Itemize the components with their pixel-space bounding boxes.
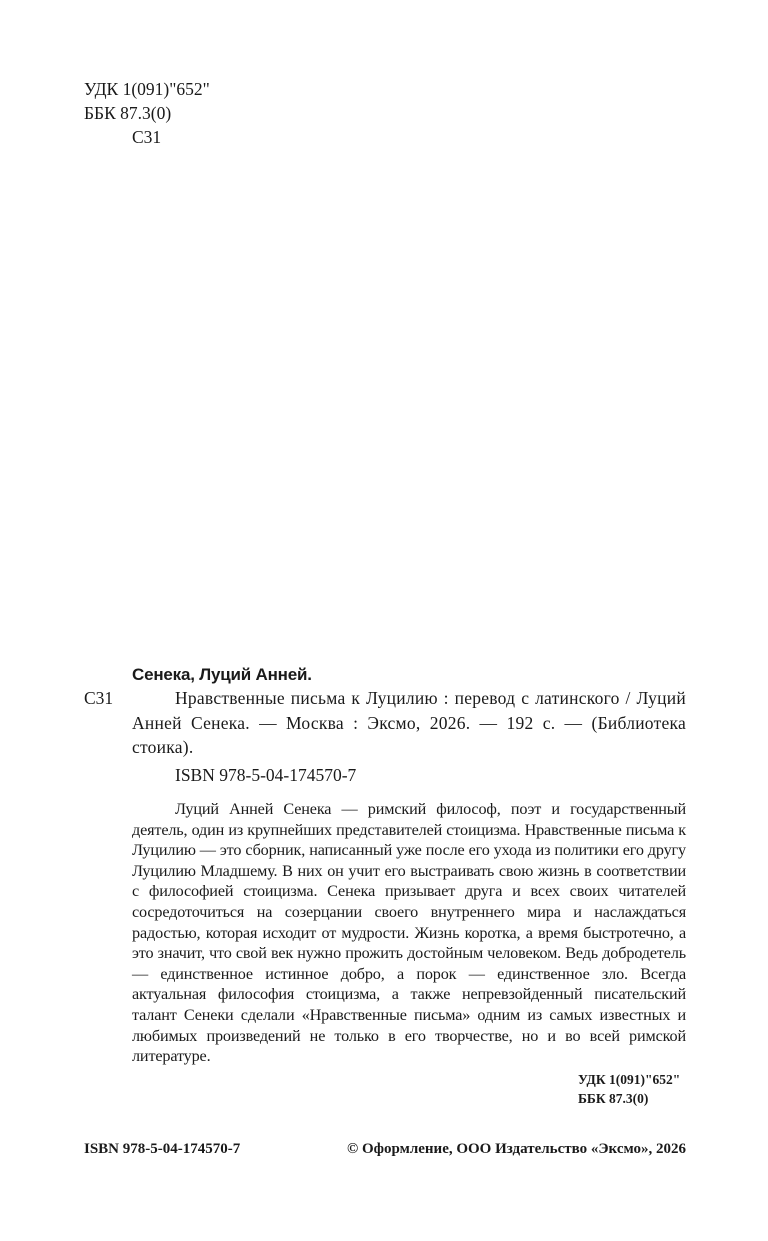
catalog-isbn: ISBN 978-5-04-174570-7 — [175, 765, 357, 785]
bibliographic-entry: Нравственные письма к Луцилию : перевод с латинского / Луций Анней Сенека. — Москва : Эксмо, 2026. — 192 с. — (Библиотека стоика). — [132, 688, 686, 757]
bbk-code: ББК 87.3(0) — [84, 103, 172, 123]
udk-code-small: УДК 1(091)"652" — [578, 1072, 681, 1087]
annotation-paragraph: Луций Анней Сенека — римский философ, поэт и государственный деятель, один из крупнейших представителей стоицизма. Нравственные письма к Луцилию — это сборник, написанный уже после его ухода из политики его другу Луцилию Младшему. В них он учит его выстраивать свою жизнь в соответствии с философией стоицизма. Сенека призывает друга и всех своих читателей сосредоточиться на созерцании своего внутреннего мира и наслаждаться радостью, которая исходит от мудрости. Жизнь коротка, а время быстротечно, а это значит, что свой век нужно прожить достойным человеком. Ведь добродетель — единственное истинное добро, а порок — единственное зло. Всегда актуальная философия стоицизма, а также непревзойденный писательский талант Сенеки сделали «Нравственные письма» одним из самых известных и любимых произведений не только в его творчестве, но и во всей римской литературе. — [132, 800, 686, 1066]
catalog-author-mark: С31 — [84, 688, 114, 708]
footer-isbn: ISBN 978-5-04-174570-7 — [84, 1141, 241, 1157]
author-heading: Сенека, Луций Анней. — [132, 665, 312, 684]
udk-code: УДК 1(091)"652" — [84, 79, 210, 99]
copyright-line: © Оформление, ООО Издательство «Эксмо», 2026 — [347, 1141, 686, 1157]
bbk-code-small: ББК 87.3(0) — [578, 1091, 649, 1106]
author-mark: С31 — [132, 127, 162, 147]
